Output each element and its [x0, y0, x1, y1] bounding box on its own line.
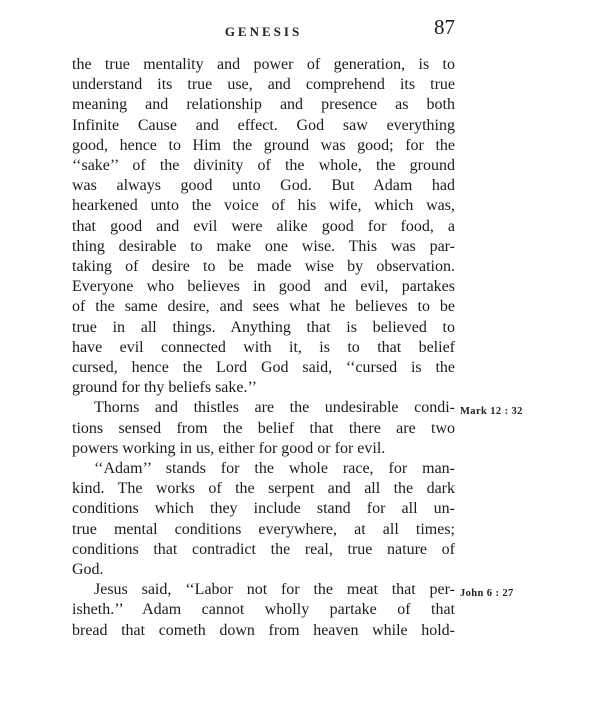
- text-line: Jesus said, ‘‘Labor not for the meat that per-: [94, 581, 455, 599]
- text-line: isheth.’’ Adam cannot wholly partake of that: [72, 601, 455, 619]
- text-line: hearkened unto the voice of his wife, which was,: [72, 197, 455, 215]
- paragraph-4: [72, 580, 514, 641]
- text-line: conditions that contradict the real, true nature of: [72, 540, 455, 558]
- text-line: meaning and relationship and presence as both: [72, 96, 455, 114]
- text-line: that good and evil were alike good for food, a: [72, 217, 455, 235]
- text-line: kind. The works of the serpent and all the dark: [72, 480, 455, 498]
- paragraph-3: [72, 459, 455, 580]
- text-line: Thorns and thistles are the undesirable condi-: [94, 399, 455, 417]
- text-line: the true mentality and power of generation, is to: [72, 56, 455, 73]
- text-line: conditions which they include stand for all un-: [72, 500, 455, 518]
- text-line: tions sensed from the belief that there are two: [72, 419, 455, 437]
- scripture-reference-john: John 6 : 27: [460, 588, 514, 600]
- text-line: true mental conditions everywhere, at all times;: [72, 520, 455, 538]
- body-text: [72, 55, 523, 641]
- text-line: have evil connected with it, is to that belief: [72, 338, 455, 356]
- text-line: Infinite Cause and effect. God saw everything: [72, 116, 455, 134]
- text-line: bread that cometh down from heaven while hold-: [72, 621, 455, 639]
- running-head-title: GENESIS: [224, 24, 303, 39]
- text-line: was always good unto God. But Adam had: [72, 177, 455, 195]
- text-line: Everyone who believes in good and evil, partakes: [72, 278, 455, 296]
- text-line: good, hence to Him the ground was good; for the: [72, 136, 455, 154]
- text-line: ‘‘sake’’ of the divinity of the whole, the ground: [72, 157, 455, 175]
- text-line: ground for thy beliefs sake.’’: [72, 379, 257, 397]
- text-line: understand its true use, and comprehend its true: [72, 76, 455, 94]
- text-line: ‘‘Adam’’ stands for the whole race, for man-: [94, 460, 455, 478]
- paragraph-2: [72, 398, 523, 459]
- text-line: true in all things. Anything that is believed to: [72, 318, 455, 336]
- paragraph-1: [72, 55, 455, 398]
- text-line: powers working in us, either for good or for evil.: [72, 439, 386, 457]
- page-number: 87: [434, 15, 455, 39]
- text-line: God.: [72, 561, 104, 579]
- text-line: taking of desire to be made wise by observation.: [72, 258, 455, 276]
- text-line: of the same desire, and sees what he believes to be: [72, 298, 455, 316]
- text-line: cursed, hence the Lord God said, ‘‘cursed is the: [72, 359, 455, 377]
- text-line: thing desirable to make one wise. This was par-: [72, 237, 455, 255]
- scripture-reference-mark: Mark 12 : 32: [460, 406, 523, 418]
